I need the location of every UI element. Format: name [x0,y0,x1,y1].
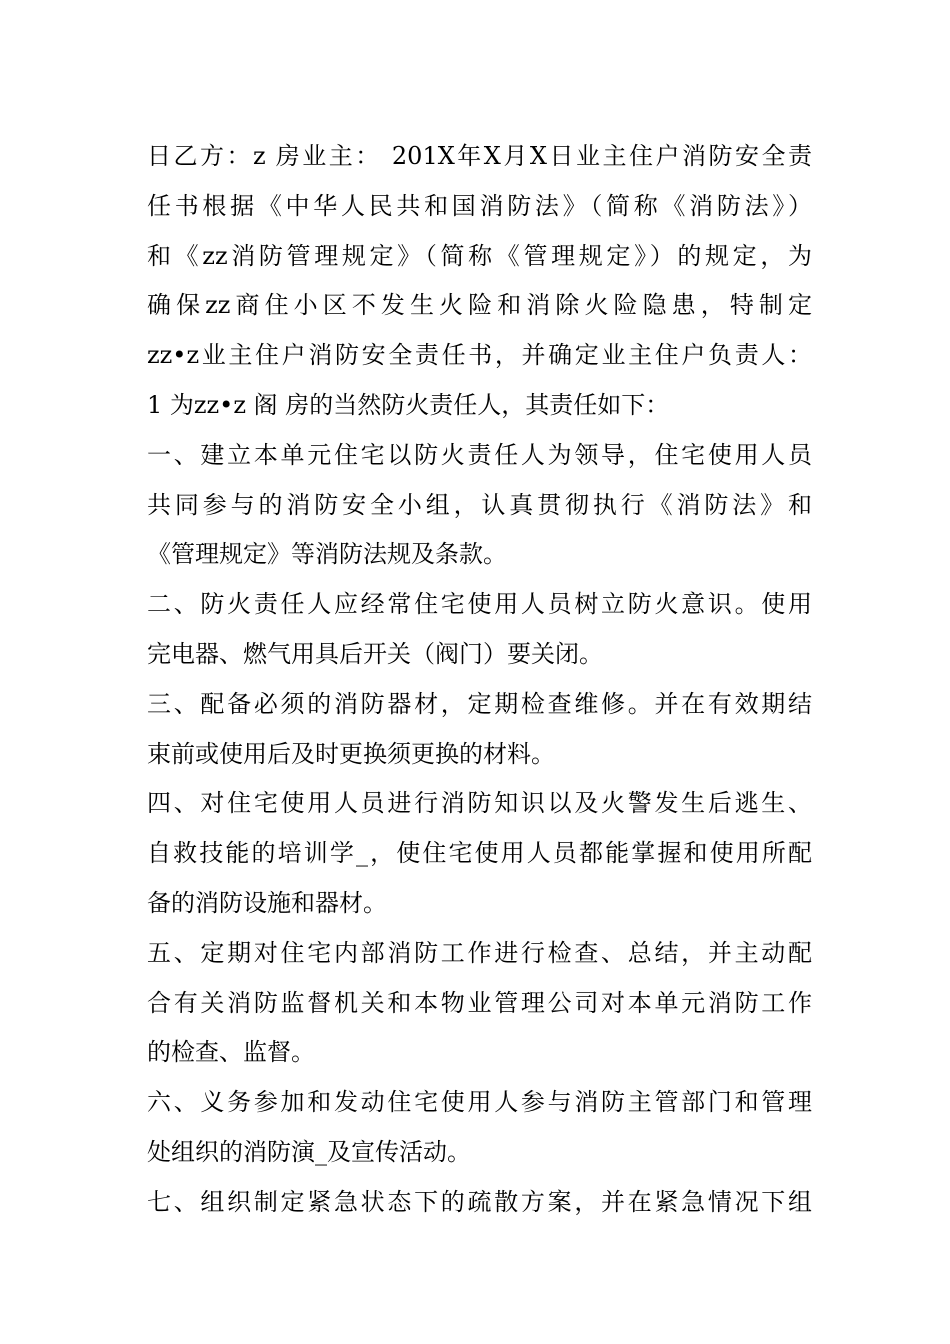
text-line: 处组织的消防演_及宣传活动。 [147,1137,471,1166]
text-line: 和《zz消防管理规定》（简称《管理规定》）的规定，为 [147,241,812,270]
text-line: 合有关消防监督机关和本物业管理公司对本单元消防工作 [147,988,812,1017]
text-line: zz•z业主住户消防安全责任书，并确定业主住户负责人： [147,341,812,370]
text-line: 任书根据《中华人民共和国消防法》（简称《消防法》） [147,191,812,220]
text-line: 三、配备必须的消防器材，定期检查维修。并在有效期结 [147,689,812,718]
document-body [147,132,812,1228]
text-line: 完电器、燃气用具后开关（阀门）要关闭。 [147,639,603,668]
text-line: 确保zz商住小区不发生火险和消除火险隐患，特制定 [147,291,812,320]
text-line: 七、组织制定紧急状态下的疏散方案，并在紧急情况下组 [147,1187,812,1216]
text-line: 1 为zz•z 阁 房的当然防火责任人，其责任如下： [147,390,670,419]
text-line: 五、定期对住宅内部消防工作进行检查、总结，并主动配 [147,938,812,967]
text-line: 六、义务参加和发动住宅使用人参与消防主管部门和管理 [147,1088,812,1117]
text-line: 共同参与的消防安全小组，认真贯彻执行《消防法》和 [147,490,812,519]
text-line: 四、对住宅使用人员进行消防知识以及火警发生后逃生、 [147,789,812,818]
text-line: 一、建立本单元住宅以防火责任人为领导，住宅使用人员 [147,440,812,469]
text-line: 备的消防设施和器材。 [147,888,387,917]
text-line: 束前或使用后及时更换须更换的材料。 [147,739,555,768]
text-line: 日乙方：z 房业主： 201X年X月X日业主住户消防安全责 [147,142,812,170]
text-line: 《管理规定》等消防法规及条款。 [147,540,507,569]
text-line: 的检查、监督。 [147,1038,315,1067]
text-line: 自救技能的培训学_，使住宅使用人员都能掌握和使用所配 [147,839,812,868]
text-line: 二、防火责任人应经常住宅使用人员树立防火意识。使用 [147,590,812,619]
